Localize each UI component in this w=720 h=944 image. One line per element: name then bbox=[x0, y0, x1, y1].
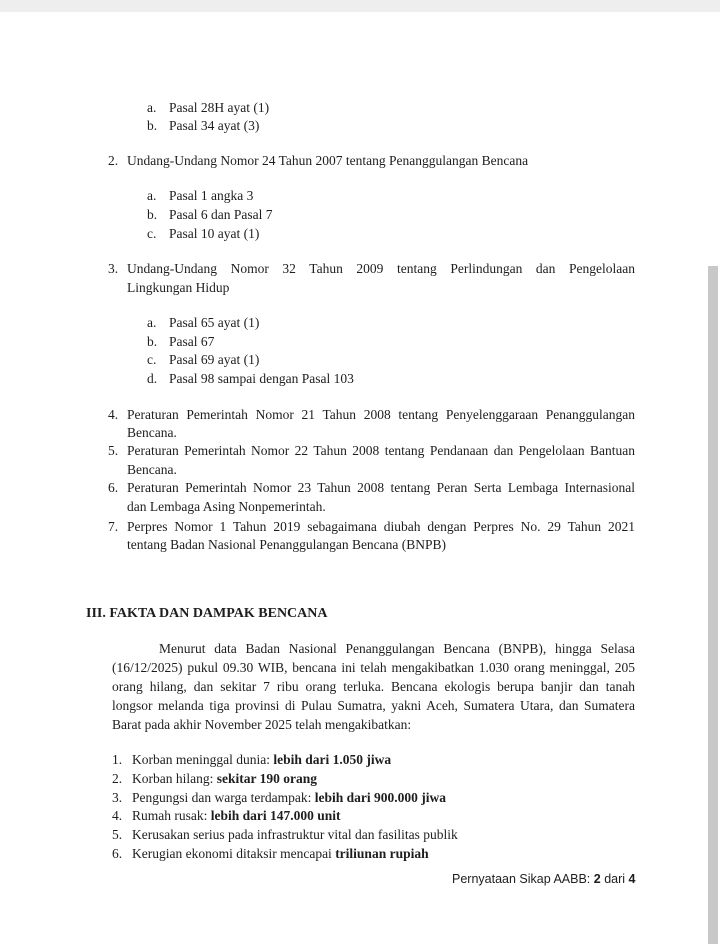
list-marker: 4. bbox=[112, 808, 123, 823]
list-item: Pasal 28H ayat (1) bbox=[169, 100, 270, 115]
list-item: Pasal 69 ayat (1) bbox=[169, 352, 260, 367]
list-marker: c. bbox=[147, 352, 157, 367]
list-marker: a. bbox=[147, 315, 157, 330]
list-marker: b. bbox=[147, 207, 158, 222]
list-item: Kerusakan serius pada infrastruktur vital dan fasilitas publik bbox=[132, 827, 458, 842]
list-marker: b. bbox=[147, 118, 158, 133]
list-marker: 4. bbox=[108, 407, 119, 422]
list-marker: 2. bbox=[108, 153, 119, 168]
list-item-line: Peraturan Pemerintah Nomor 23 Tahun 2008 tentang Peran Serta Lembaga Internasional bbox=[127, 480, 635, 495]
bold-value: sekitar 190 orang bbox=[216, 771, 317, 786]
list-item-line: Bencana. bbox=[127, 425, 177, 440]
list-marker: 6. bbox=[112, 846, 123, 861]
list-item-line: Peraturan Pemerintah Nomor 21 Tahun 2008 tentang Penyelenggaraan Penanggulangan bbox=[127, 407, 635, 422]
list-item: Pasal 10 ayat (1) bbox=[169, 226, 260, 241]
list-marker: 6. bbox=[108, 480, 119, 495]
paragraph-line: Menurut data Badan Nasional Penanggulangan Bencana (BNPB), hingga Selasa bbox=[159, 641, 635, 656]
footer-page-number: 2 bbox=[593, 872, 601, 886]
paragraph-line: longsor melanda tiga provinsi di Pulau Sumatra, yakni Aceh, Sumatera Utara, dan Sumatera bbox=[112, 698, 635, 713]
list-marker: b. bbox=[147, 334, 158, 349]
viewer-top-bar bbox=[0, 0, 720, 12]
vertical-scrollbar[interactable] bbox=[708, 266, 718, 944]
bold-value: lebih dari 900.000 jiwa bbox=[314, 790, 446, 805]
document-page bbox=[0, 12, 704, 944]
section-heading: III. FAKTA DAN DAMPAK BENCANA bbox=[86, 606, 328, 621]
list-marker: a. bbox=[147, 100, 157, 115]
list-item-line: tentang Badan Nasional Penanggulangan Bencana (BNPB) bbox=[127, 537, 447, 552]
bold-value: lebih dari 147.000 unit bbox=[210, 808, 341, 823]
list-marker: 5. bbox=[112, 827, 123, 842]
list-item: Korban meninggal dunia: lebih dari 1.050 jiwa bbox=[132, 752, 392, 767]
list-item: Pengungsi dan warga terdampak: lebih dari 900.000 jiwa bbox=[132, 790, 446, 805]
list-item-line: Undang-Undang Nomor 32 Tahun 2009 tentang Perlindungan dan Pengelolaan bbox=[127, 261, 635, 276]
list-item: Korban hilang: sekitar 190 orang bbox=[132, 771, 317, 786]
list-marker: 3. bbox=[108, 261, 119, 276]
list-marker: c. bbox=[147, 226, 157, 241]
list-marker: d. bbox=[147, 371, 158, 386]
list-marker: a. bbox=[147, 188, 157, 203]
list-item-line: Bencana. bbox=[127, 462, 177, 477]
list-marker: 5. bbox=[108, 443, 119, 458]
bold-value: triliunan rupiah bbox=[335, 846, 429, 861]
list-marker: 1. bbox=[112, 752, 123, 767]
list-item-line: Peraturan Pemerintah Nomor 22 Tahun 2008 tentang Pendanaan dan Pengelolaan Bantuan bbox=[127, 443, 635, 458]
list-item: Pasal 67 bbox=[169, 334, 215, 349]
paragraph-line: orang hilang, dan sekitar 7 ribu orang terluka. Bencana ekologis berupa banjir dan tanah bbox=[112, 679, 635, 694]
list-item: Pasal 98 sampai dengan Pasal 103 bbox=[169, 371, 354, 386]
list-item: Rumah rusak: lebih dari 147.000 unit bbox=[132, 808, 341, 823]
list-item-line: Lingkungan Hidup bbox=[127, 280, 230, 295]
paragraph-line: (16/12/2025) pukul 09.30 WIB, bencana ini telah mengakibatkan 1.030 orang meninggal, 205 bbox=[112, 660, 635, 675]
list-item: Pasal 65 ayat (1) bbox=[169, 315, 260, 330]
list-item: Undang-Undang Nomor 24 Tahun 2007 tentang Penanggulangan Bencana bbox=[127, 153, 529, 168]
list-item: Pasal 34 ayat (3) bbox=[169, 118, 260, 133]
bold-value: lebih dari 1.050 jiwa bbox=[273, 752, 392, 767]
list-item-line: dan Lembaga Asing Nonpemerintah. bbox=[127, 499, 326, 514]
page-footer: Pernyataan Sikap AABB: 2 dari 4 bbox=[452, 872, 636, 886]
list-marker: 7. bbox=[108, 519, 119, 534]
list-item: Pasal 1 angka 3 bbox=[169, 188, 254, 203]
list-item: Pasal 6 dan Pasal 7 bbox=[169, 207, 273, 222]
footer-page-total: 4 bbox=[628, 872, 636, 886]
paragraph-line: Barat pada akhir November 2025 telah mengakibatkan: bbox=[112, 717, 412, 732]
list-marker: 2. bbox=[112, 771, 123, 786]
list-marker: 3. bbox=[112, 790, 123, 805]
list-item: Kerugian ekonomi ditaksir mencapai triliunan rupiah bbox=[132, 846, 429, 861]
list-item-line: Perpres Nomor 1 Tahun 2019 sebagaimana diubah dengan Perpres No. 29 Tahun 2021 bbox=[127, 519, 635, 534]
